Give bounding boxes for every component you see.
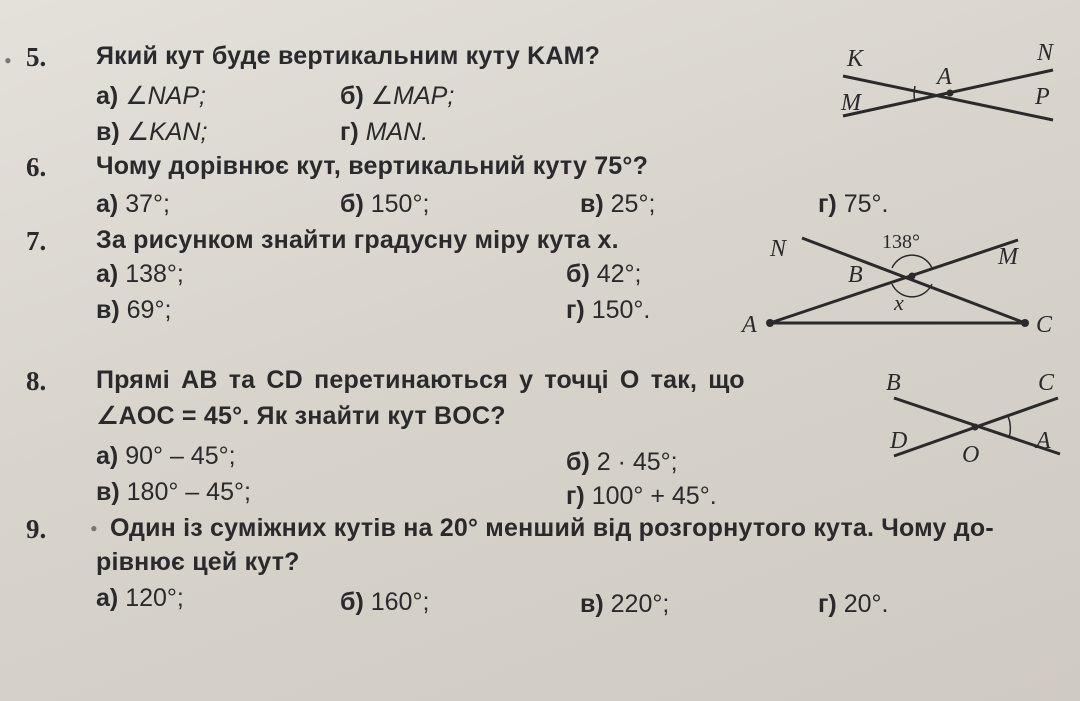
figure-problem-8 bbox=[880, 364, 1070, 474]
problem-9-option-d[interactable]: г) 20°. bbox=[818, 590, 889, 618]
point-a bbox=[947, 90, 954, 97]
problem-7-option-a[interactable]: а) 138°; bbox=[96, 260, 184, 288]
angle-arc bbox=[1008, 416, 1010, 438]
point-a bbox=[766, 319, 774, 327]
label-m: M bbox=[841, 90, 861, 116]
margin-bullet: • bbox=[4, 48, 12, 73]
problem-9-option-c[interactable]: в) 220°; bbox=[580, 590, 670, 618]
label-n: N bbox=[1037, 40, 1054, 66]
label-b: B bbox=[848, 262, 863, 288]
problem-9-number: 9. bbox=[26, 514, 47, 544]
angle-arc-138 bbox=[892, 255, 932, 268]
problem-8-question-line2: ∠AOC = 45°. Як знайти кут BOC? bbox=[96, 402, 506, 430]
problem-9-option-a[interactable]: а) 120°; bbox=[96, 584, 184, 612]
problem-6-number: 6. bbox=[26, 152, 47, 182]
label-x: x bbox=[894, 290, 904, 315]
figure-problem-5 bbox=[835, 38, 1065, 128]
point-b bbox=[909, 273, 916, 280]
label-a: A bbox=[742, 312, 757, 338]
problem-9-question-line1: Один із суміжних кутів на 20° менший від розгорнутого кута. Чому до- bbox=[110, 514, 994, 542]
problem-9-option-b[interactable]: б) 160°; bbox=[340, 588, 430, 616]
problem-5-option-b[interactable]: б) ∠MAP; bbox=[340, 82, 455, 110]
label-a: A bbox=[1036, 428, 1051, 454]
problem-5-option-a[interactable]: а) ∠NAP; bbox=[96, 82, 206, 110]
problem-8-number: 8. bbox=[26, 366, 47, 396]
problem-5-question: Який кут буде вертикальним куту KAM? bbox=[96, 42, 601, 70]
label-a: A bbox=[937, 64, 952, 90]
problem-8-question-line1: Прямі AB та CD перетинаються у точці O так, що bbox=[96, 366, 745, 394]
label-138: 138° bbox=[882, 231, 920, 253]
problem-5-option-c[interactable]: в) ∠KAN; bbox=[96, 118, 208, 146]
problem-7-option-c[interactable]: в) 69°; bbox=[96, 296, 172, 324]
label-o: O bbox=[962, 442, 980, 468]
problem-8-option-b[interactable]: б) 2 · 45°; bbox=[566, 448, 678, 476]
problem-5-number: 5. bbox=[26, 42, 47, 72]
problem-9-question-line2: рівнює цей кут? bbox=[96, 548, 300, 576]
problem-6-question: Чому дорівнює кут, вертикальний куту 75°? bbox=[96, 152, 649, 180]
label-d: D bbox=[890, 428, 908, 454]
figure-problem-7 bbox=[740, 228, 1065, 340]
point-o bbox=[972, 424, 979, 431]
problem-7-question: За рисунком знайти градусну міру кута x. bbox=[96, 226, 619, 254]
label-b: B bbox=[886, 370, 901, 396]
problem-5-option-d[interactable]: г) MAN. bbox=[340, 118, 429, 146]
label-p: P bbox=[1035, 84, 1050, 110]
problem-8-option-d[interactable]: г) 100° + 45°. bbox=[566, 482, 717, 510]
label-m: M bbox=[998, 244, 1018, 270]
problem-7-number: 7. bbox=[26, 226, 47, 256]
problem-7-option-d[interactable]: г) 150°. bbox=[566, 296, 651, 324]
problem-7-option-b[interactable]: б) 42°; bbox=[566, 260, 642, 288]
label-c: C bbox=[1036, 312, 1053, 338]
label-k: K bbox=[847, 46, 864, 72]
problem-6-option-c[interactable]: в) 25°; bbox=[580, 190, 656, 218]
margin-bullet: • bbox=[90, 516, 98, 541]
label-n: N bbox=[770, 236, 787, 262]
problem-8-option-a[interactable]: а) 90° – 45°; bbox=[96, 442, 236, 470]
problem-6-option-d[interactable]: г) 75°. bbox=[818, 190, 889, 218]
label-c: C bbox=[1038, 370, 1055, 396]
angle-arc bbox=[914, 86, 915, 102]
problem-6-option-a[interactable]: а) 37°; bbox=[96, 190, 170, 218]
problem-6-option-b[interactable]: б) 150°; bbox=[340, 190, 430, 218]
problem-8-option-c[interactable]: в) 180° – 45°; bbox=[96, 478, 251, 506]
point-c bbox=[1021, 319, 1029, 327]
